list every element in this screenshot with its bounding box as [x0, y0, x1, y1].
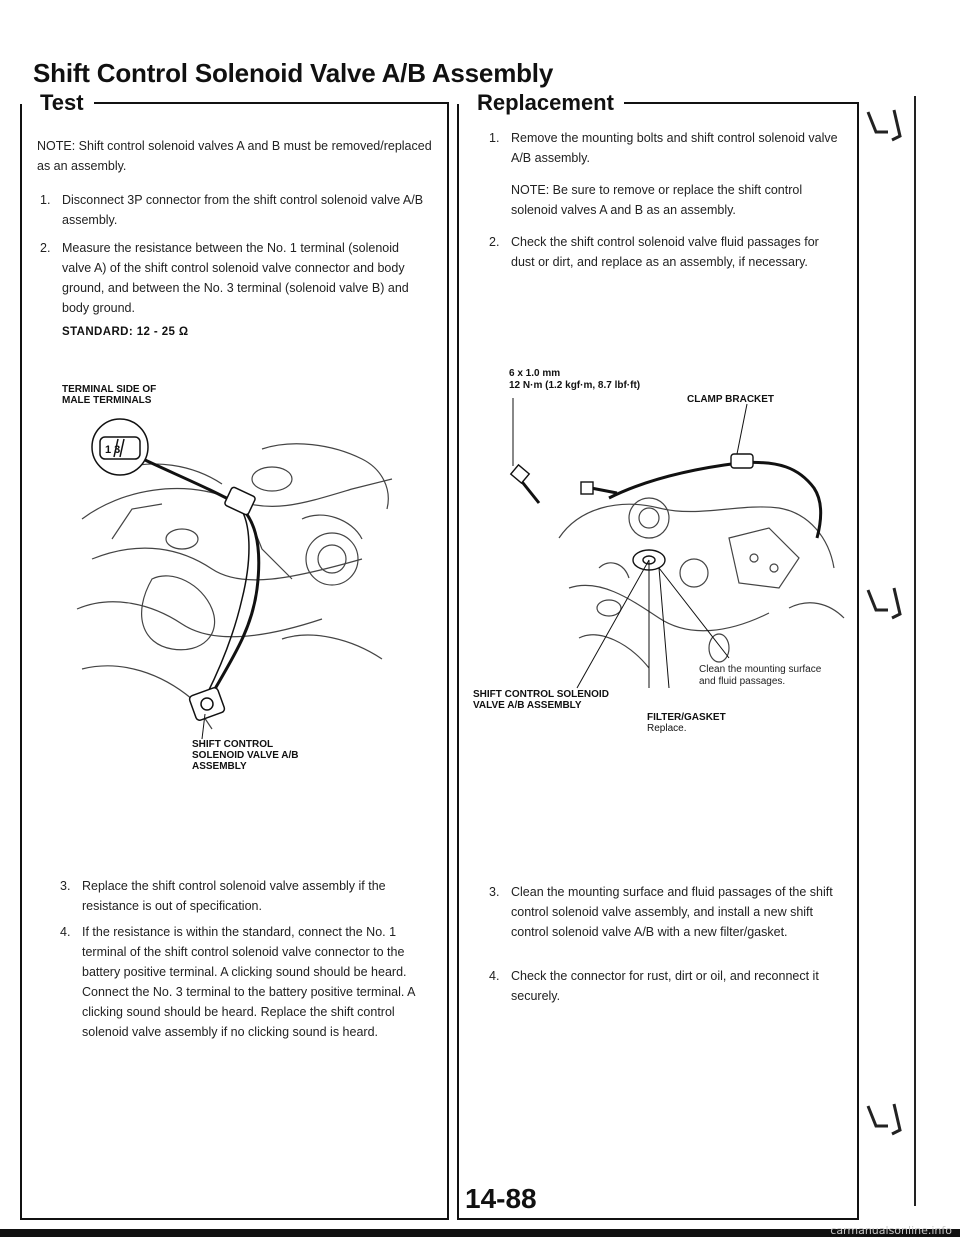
terminal-label [62, 384, 156, 406]
assembly-label [192, 739, 299, 772]
replacement-step-4-num: 4. [489, 969, 500, 983]
replacement-heading-label: Replacement [469, 90, 624, 116]
test-step-1-num: 1. [40, 193, 51, 207]
replacement-step-3-text: Clean the mounting surface and fluid passages of the shift control solenoid valve assembly, and install a new shift control solenoid valve A/B with a new filter/gasket. [511, 885, 833, 939]
tab-mark-icon [864, 584, 914, 624]
test-heading [32, 88, 449, 118]
replacement-heading [469, 88, 859, 118]
clean-surface-line-1: Clean the mounting surface [699, 664, 822, 675]
page-edge-line [914, 96, 916, 1206]
clean-surface-label [699, 664, 821, 688]
test-note: NOTE: Shift control solenoid valves A and B must be removed/replaced as an assembly. [37, 139, 432, 173]
watermark: carmanualsonline.info [830, 1224, 952, 1237]
test-step-1 [40, 190, 427, 230]
replacement-step-4-text: Check the connector for rust, dirt or oil, and reconnect it securely. [511, 969, 819, 1003]
replacement-step-1-num: 1. [489, 131, 500, 145]
replacement-note: NOTE: Be sure to remove or replace the shift control solenoid valves A and B as an assembly. [511, 183, 803, 217]
test-heading-label: Test [32, 90, 94, 116]
clamp-bracket-label: CLAMP BRACKET [687, 394, 775, 405]
test-step-3-num: 3. [60, 879, 71, 893]
replacement-step-3 [489, 882, 841, 942]
clean-surface-line-2: and fluid passages. [699, 676, 786, 687]
replacement-step-2 [489, 232, 841, 272]
connector-terminal-text: 1 3 [105, 444, 121, 456]
replacement-step-1 [489, 128, 841, 168]
filter-gasket-line-2: Replace. [647, 723, 687, 734]
replacement-step-2-text: Check the shift control solenoid valve fluid passages for dust or dirt, and replace as an assembly, if necessary. [511, 235, 819, 269]
filter-gasket-line-1: FILTER/GASKET [647, 712, 726, 723]
test-step-4-text: If the resistance is within the standard, connect the No. 1 terminal of the shift control solenoid valve connector to the battery positive terminal. A clicking sound should be heard. Connect the No. 3 terminal to the battery positive terminal. A clicking sound should be heard. Replace the shift control solenoid valve assembly if no clicking sound is heard. [82, 925, 415, 1039]
test-step-4 [60, 922, 427, 1042]
valve-assembly-line-1: SHIFT CONTROL SOLENOID [473, 689, 609, 700]
replacement-step-4 [489, 966, 841, 1006]
replacement-heading-rule [624, 102, 859, 104]
page-number: 14-88 [465, 1183, 537, 1214]
test-step-3 [60, 876, 427, 916]
test-illustration [62, 409, 412, 749]
test-step-3-text: Replace the shift control solenoid valve assembly if the resistance is out of specification. [82, 879, 386, 913]
bottom-rule [0, 1229, 960, 1237]
tab-mark-icon [864, 106, 914, 146]
test-step-2-text: Measure the resistance between the No. 1 terminal (solenoid valve A) of the shift control solenoid valve connector and body ground, and between the No. 3 terminal (solenoid valve B) and body ground. [62, 241, 409, 315]
terminal-label-line-2: MALE TERMINALS [62, 395, 152, 406]
valve-assembly-label [473, 689, 609, 711]
bolt-spec-size: 6 x 1.0 mm [509, 368, 561, 379]
replacement-step-3-num: 3. [489, 885, 500, 899]
tab-mark-icon [864, 1100, 914, 1140]
terminal-label-line-1: TERMINAL SIDE OF [62, 384, 157, 395]
assembly-label-line-3: ASSEMBLY [192, 761, 247, 772]
filter-gasket-label [647, 712, 726, 734]
bolt-spec-torque: 12 N·m (1.2 kgf·m, 8.7 lbf·ft) [509, 380, 641, 391]
assembly-label-line-1: SHIFT CONTROL [192, 739, 274, 750]
test-section [20, 90, 449, 1220]
test-step-2-num: 2. [40, 241, 51, 255]
replacement-step-2-num: 2. [489, 235, 500, 249]
replacement-illustration [499, 388, 849, 708]
test-heading-rule [94, 102, 449, 104]
test-step-1-text: Disconnect 3P connector from the shift control solenoid valve A/B assembly. [62, 193, 424, 227]
test-step-2 [40, 238, 427, 318]
test-standard: STANDARD: 12 - 25 Ω [62, 326, 189, 338]
replacement-step-1-text: Remove the mounting bolts and shift control solenoid valve A/B assembly. [511, 131, 838, 165]
test-step-4-num: 4. [60, 925, 71, 939]
replacement-section [457, 90, 859, 1220]
valve-assembly-line-2: VALVE A/B ASSEMBLY [473, 700, 582, 711]
page-title: Shift Control Solenoid Valve A/B Assembly [33, 58, 554, 88]
assembly-label-line-2: SOLENOID VALVE A/B [192, 750, 299, 761]
